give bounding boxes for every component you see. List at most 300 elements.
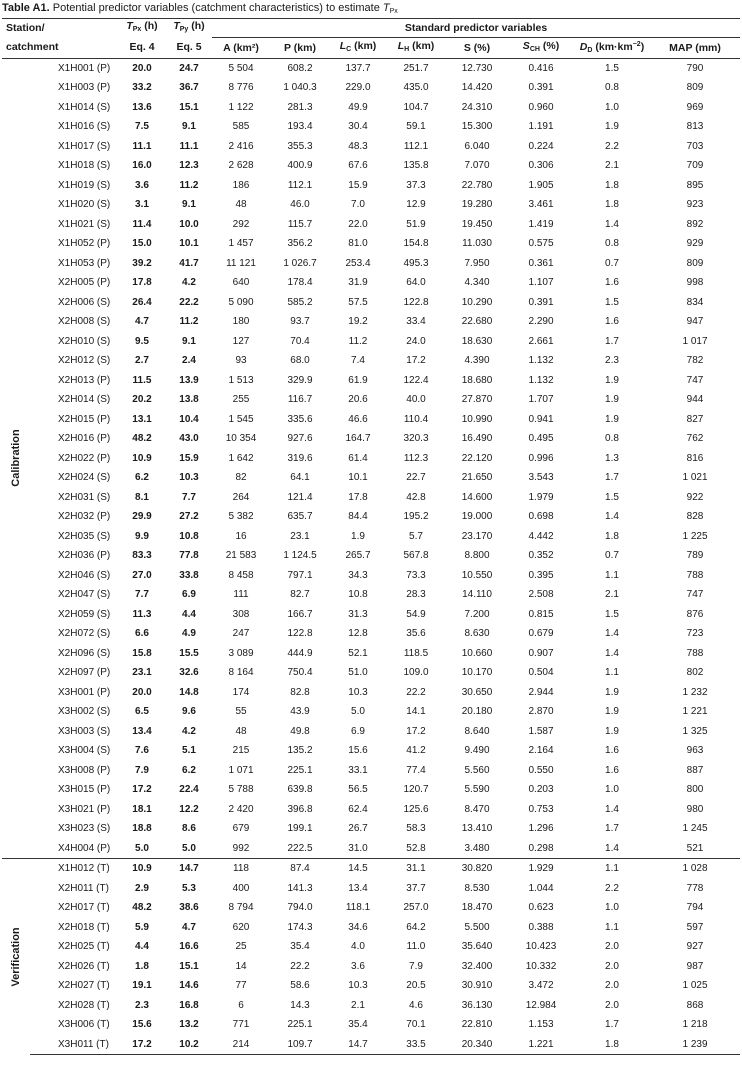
table-cell: 4.2: [182, 725, 196, 737]
table-cell: 0.306: [528, 160, 554, 172]
table-cell: 247: [232, 628, 250, 640]
table-cell: 1.0: [605, 784, 619, 796]
table-cell: 4.7: [135, 316, 149, 328]
table-cell: 12.9: [406, 199, 426, 211]
table-cell: 435.0: [403, 82, 429, 94]
table-cell: 1.1: [605, 569, 619, 581]
table-cell: 11.0: [406, 941, 426, 953]
table-cell: X2H018 (T): [58, 921, 110, 933]
table-cell: 0.495: [528, 433, 554, 445]
table-cell: X3H004 (S): [58, 745, 111, 757]
table-cell: 166.7: [287, 608, 313, 620]
table-cell: 5.9: [135, 921, 149, 933]
table-cell: 521: [686, 842, 704, 854]
table-row: [2, 800, 740, 820]
table-cell: 11.3: [132, 608, 152, 620]
table-cell: 797.1: [287, 569, 313, 581]
table-cell: 0.623: [528, 902, 554, 914]
table-row: [2, 566, 740, 586]
table-cell: 1 218: [682, 1019, 708, 1031]
table-cell: 15.0: [132, 238, 152, 250]
table-cell: 5.0: [351, 706, 365, 718]
table-cell: 1.5: [605, 491, 619, 503]
table-cell: 30.910: [461, 980, 493, 992]
table-cell: X1H014 (S): [58, 101, 111, 113]
table-cell: 225.1: [287, 1019, 313, 1031]
table-cell: 0.907: [528, 647, 554, 659]
table-cell: X2H014 (S): [58, 394, 111, 406]
table-cell: 23.1: [132, 667, 152, 679]
table-cell: 1.6: [605, 316, 619, 328]
table-cell: X2H032 (P): [58, 511, 111, 523]
lh-header-symbol: L: [397, 39, 405, 52]
table-cell: 20.2: [132, 394, 152, 406]
table-cell: 21.650: [461, 472, 493, 484]
table-cell: 1.8: [605, 179, 619, 191]
table-cell: 8 794: [228, 902, 254, 914]
table-cell: 922: [686, 491, 704, 503]
table-cell: 10.9: [132, 452, 152, 464]
table-row: [2, 137, 740, 157]
table-cell: 5.3: [182, 882, 196, 894]
sch-header-unit: (%): [539, 39, 560, 52]
table-cell: 122.4: [403, 374, 429, 386]
table-row: [2, 429, 740, 449]
table-cell: 2.3: [135, 999, 149, 1011]
table-cell: 2.1: [351, 999, 365, 1011]
table-cell: 1.5: [605, 296, 619, 308]
table-row: [2, 58, 740, 78]
table-cell: 1.905: [528, 179, 554, 191]
table-cell: 112.3: [403, 452, 429, 464]
table-cell: 2.9: [135, 882, 149, 894]
table-cell: 62.4: [348, 803, 368, 815]
table-cell: 9.6: [182, 706, 196, 718]
table-cell: 10.660: [461, 647, 493, 659]
table-cell: 35.6: [406, 628, 426, 640]
table-cell: 73.3: [406, 569, 426, 581]
table-cell: 111: [233, 589, 249, 601]
caption-symbol: T: [382, 2, 390, 14]
table-cell: 118: [212, 859, 270, 879]
table-cell: 987: [686, 960, 704, 972]
table-cell: 6.2: [135, 472, 149, 484]
table-cell: X1H020 (S): [58, 199, 111, 211]
table-row: [2, 390, 740, 410]
table-cell: 48.3: [348, 140, 368, 152]
table-cell: X1H053 (P): [58, 257, 111, 269]
table-cell: 174.3: [287, 921, 313, 933]
table-row: [2, 859, 740, 879]
table-cell: 8.530: [464, 882, 490, 894]
table-cell: 257.0: [403, 902, 429, 914]
station-header-line2: catchment: [2, 37, 118, 58]
table-cell: X2H097 (P): [58, 667, 111, 679]
table-cell: 48.2: [132, 433, 152, 445]
table-cell: 1.044: [528, 882, 554, 894]
table-cell: 887: [686, 764, 704, 776]
table-cell: 110.4: [403, 413, 429, 425]
perimeter-header: P (km): [270, 37, 330, 58]
table-cell: 11.2: [179, 316, 199, 328]
table-cell: 16.0: [132, 160, 152, 172]
table-cell: 23.170: [461, 530, 493, 542]
table-row: [2, 1015, 740, 1035]
table-cell: 14.6: [179, 980, 199, 992]
table-cell: 927.6: [287, 433, 313, 445]
table-cell: 762: [686, 433, 704, 445]
table-cell: 4.0: [351, 941, 365, 953]
table-cell: 253.4: [345, 257, 371, 269]
table-cell: 15.1: [179, 960, 199, 972]
table-cell: 64.1: [290, 472, 310, 484]
table-cell: 115.7: [287, 218, 313, 230]
table-cell: 22.680: [461, 316, 493, 328]
table-cell: 25: [235, 941, 247, 953]
table-cell: 10.0: [179, 218, 199, 230]
table-cell: 84.4: [348, 511, 368, 523]
table-cell: 1.132: [528, 374, 554, 386]
table-cell: 70.4: [290, 335, 310, 347]
table-cell: X2H017 (T): [58, 902, 110, 914]
table-cell: 9.5: [135, 335, 149, 347]
table-cell: 22.2: [179, 296, 199, 308]
table-cell: 2.870: [528, 706, 554, 718]
table-cell: 2.508: [528, 589, 554, 601]
table-cell: 0.388: [528, 921, 554, 933]
table-cell: 13.6: [132, 101, 152, 113]
table-cell: 747: [686, 374, 704, 386]
table-cell: 0.8: [605, 82, 619, 94]
map-header: MAP (mm): [650, 37, 740, 58]
table-cell: 794: [686, 902, 704, 914]
tpx-header-symbol: T: [126, 20, 133, 32]
table-cell: 67.6: [348, 160, 368, 172]
table-cell: 0.391: [528, 296, 554, 308]
table-cell: 800: [686, 784, 704, 796]
table-cell: 2.2: [605, 882, 619, 894]
table-cell: 1.6: [605, 277, 619, 289]
table-cell: 0.941: [528, 413, 554, 425]
table-cell: 1 122: [228, 101, 254, 113]
table-row: [2, 957, 740, 977]
table-cell: X1H019 (S): [58, 179, 111, 191]
table-row: [2, 996, 740, 1016]
table-row: [2, 741, 740, 761]
table-cell: 2.4: [182, 355, 196, 367]
table-cell: 0.391: [528, 82, 554, 94]
table-row: [2, 273, 740, 293]
table-cell: 11.2: [348, 335, 368, 347]
table-cell: 1.8: [574, 1035, 650, 1055]
table-cell: 10.990: [461, 413, 493, 425]
table-cell: 1 232: [682, 686, 708, 698]
table-cell: X3H015 (P): [58, 784, 111, 796]
table-cell: 61.4: [348, 452, 368, 464]
table-cell: 10.9: [118, 859, 166, 879]
group-label-calibration: Calibration: [10, 429, 22, 487]
table-cell: 3.1: [135, 199, 149, 211]
table-cell: 320.3: [403, 433, 429, 445]
table-cell: 20.0: [132, 686, 152, 698]
table-cell: 24.310: [461, 101, 493, 113]
predictor-table: [2, 18, 740, 1055]
table-cell: 400.9: [287, 160, 313, 172]
table-cell: 22.7: [406, 472, 426, 484]
table-cell: 4.442: [528, 530, 554, 542]
table-cell: 1.707: [528, 394, 554, 406]
table-cell: 868: [686, 999, 704, 1011]
table-cell: X1H018 (S): [58, 160, 111, 172]
table-cell: 38.6: [179, 902, 199, 914]
table-cell: 356.2: [287, 238, 313, 250]
table-cell: 1.4: [605, 647, 619, 659]
table-cell: 229.0: [345, 82, 371, 94]
table-cell: 892: [686, 218, 704, 230]
table-cell: 10.1: [179, 238, 199, 250]
table-cell: 13.410: [461, 823, 493, 835]
table-cell: 33.4: [406, 316, 426, 328]
lc-header-symbol: L: [339, 39, 347, 52]
table-cell: 5.0: [135, 842, 149, 854]
table-cell: X3H002 (S): [58, 706, 111, 718]
dd-header: [574, 37, 650, 58]
table-cell: 0.815: [528, 608, 554, 620]
table-cell: 5.590: [464, 784, 490, 796]
table-cell: 17.2: [406, 355, 426, 367]
table-cell: 51.0: [348, 667, 368, 679]
table-row: [2, 527, 740, 547]
table-cell: 750.4: [287, 667, 313, 679]
table-cell: 12.2: [179, 803, 199, 815]
table-cell: 2 628: [228, 160, 254, 172]
table-cell: 1.0: [605, 101, 619, 113]
table-cell: 15.9: [179, 452, 199, 464]
table-cell: 1.153: [528, 1019, 554, 1031]
table-cell: 10.332: [525, 960, 557, 972]
sch-header-symbol: S: [522, 39, 530, 52]
table-cell: 41.7: [179, 257, 199, 269]
table-cell: X2H016 (P): [58, 433, 111, 445]
table-cell: 13.8: [179, 394, 199, 406]
table-cell: 1.4: [605, 218, 619, 230]
table-cell: 5 504: [228, 62, 254, 74]
table-cell: X2H006 (S): [58, 296, 111, 308]
table-cell: X2H031 (S): [58, 491, 111, 503]
table-cell: 1 221: [682, 706, 708, 718]
table-row: [2, 585, 740, 605]
table-cell: 11.4: [132, 218, 152, 230]
table-cell: 0.698: [528, 511, 554, 523]
table-row: [2, 644, 740, 664]
table-cell: 12.8: [348, 628, 368, 640]
table-cell: 876: [686, 608, 704, 620]
table-cell: 104.7: [403, 101, 429, 113]
table-cell: 782: [686, 355, 704, 367]
table-cell: 255: [232, 394, 250, 406]
table-cell: 10.423: [525, 941, 557, 953]
table-cell: 10.3: [348, 686, 368, 698]
table-cell: 24.7: [179, 62, 199, 74]
table-cell: X2H047 (S): [58, 589, 111, 601]
table-cell: 1.4: [605, 511, 619, 523]
table-cell: 19.280: [461, 199, 493, 211]
table-cell: 58.3: [406, 823, 426, 835]
table-row: [2, 1035, 740, 1055]
table-cell: 64.2: [406, 921, 426, 933]
table-row: [2, 351, 740, 371]
lh-header-unit: (km): [409, 39, 435, 52]
table-cell: 4.390: [464, 355, 490, 367]
table-cell: 125.6: [403, 803, 429, 815]
group-label-verification: Verification: [10, 927, 22, 987]
table-cell: 7.200: [464, 608, 490, 620]
table-cell: 31.9: [348, 277, 368, 289]
table-cell: 82.7: [290, 589, 310, 601]
table-cell: 18.630: [461, 335, 493, 347]
lc-header: [330, 37, 386, 58]
table-cell: 0.416: [528, 62, 554, 74]
table-cell: 1.107: [528, 277, 554, 289]
table-row: [2, 819, 740, 839]
table-cell: 28.3: [406, 589, 426, 601]
table-cell: 9.1: [182, 335, 196, 347]
tpy-header-symbol: T: [173, 20, 180, 32]
table-cell: 980: [686, 803, 704, 815]
table-cell: 10.170: [461, 667, 493, 679]
table-cell: X2H024 (S): [58, 472, 111, 484]
table-cell: 20.6: [348, 394, 368, 406]
table-cell: X2H028 (T): [58, 999, 110, 1011]
table-cell: 10.3: [179, 472, 199, 484]
table-row: [2, 332, 740, 352]
table-row: [2, 507, 740, 527]
table-cell: 6.9: [182, 589, 196, 601]
table-cell: 37.7: [406, 882, 426, 894]
table-cell: 3.461: [528, 199, 554, 211]
table-cell: 1 026.7: [283, 257, 317, 269]
table-cell: 33.1: [348, 764, 368, 776]
table-cell: 81.0: [348, 238, 368, 250]
table-cell: 1 021: [682, 472, 708, 484]
table-cell: 82.8: [290, 686, 310, 698]
table-cell: 9.1: [182, 199, 196, 211]
table-cell: 7.5: [135, 121, 149, 133]
table-row: [2, 937, 740, 957]
table-cell: 57.5: [348, 296, 368, 308]
table-cell: 17.8: [132, 277, 152, 289]
table-cell: 5.500: [464, 921, 490, 933]
table-cell: X4H004 (P): [58, 842, 111, 854]
table-cell: 109.7: [270, 1035, 330, 1055]
table-cell: 70.1: [406, 1019, 426, 1031]
table-cell: 10.290: [461, 296, 493, 308]
tpx-header-sub: Px: [132, 26, 142, 33]
table-row: [2, 918, 740, 938]
table-cell: 3.6: [351, 960, 365, 972]
table-cell: 29.9: [132, 511, 152, 523]
tpy-header-unit: (h): [191, 20, 205, 32]
table-row: [2, 879, 740, 899]
table-cell: 17.2: [132, 784, 152, 796]
table-cell: 947: [686, 316, 704, 328]
table-cell: 1.1: [605, 921, 619, 933]
table-cell: 64.0: [406, 277, 426, 289]
table-cell: 1.4: [605, 803, 619, 815]
table-cell: X2H008 (S): [58, 316, 111, 328]
table-cell: 61.9: [348, 374, 368, 386]
table-cell: 1.9: [605, 121, 619, 133]
table-cell: 8.640: [464, 725, 490, 737]
table-cell: 14.3: [290, 999, 310, 1011]
table-cell: 87.4: [270, 859, 330, 879]
dd-header-unit: (km·km: [592, 40, 633, 53]
table-cell: 1 071: [228, 764, 254, 776]
table-cell: 1 040.3: [283, 82, 317, 94]
table-cell: 264: [232, 491, 250, 503]
table-cell: 33.8: [179, 569, 199, 581]
table-cell: 703: [686, 140, 704, 152]
table-cell: 813: [686, 121, 704, 133]
table-cell: 112.1: [287, 179, 313, 191]
table-cell: 20.5: [406, 980, 426, 992]
table-cell: 1.979: [528, 491, 554, 503]
table-cell: 4.4: [135, 941, 149, 953]
table-cell: 10 354: [225, 433, 257, 445]
table-cell: 1.8: [605, 199, 619, 211]
table-cell: 9.490: [464, 745, 490, 757]
table-cell: 1.419: [528, 218, 554, 230]
table-cell: 1 513: [228, 374, 254, 386]
table-cell: 319.6: [287, 452, 313, 464]
table-cell: 15.300: [461, 121, 493, 133]
table-cell: 400: [232, 882, 250, 894]
table-cell: 35.4: [290, 941, 310, 953]
table-cell: 5.7: [409, 530, 423, 542]
group-cell-calibration: [2, 58, 30, 859]
table-cell: 18.8: [132, 823, 152, 835]
table-cell: 31.1: [386, 859, 446, 879]
table-cell: X1H012 (T): [30, 859, 118, 879]
table-cell: 36.7: [179, 82, 199, 94]
table-cell: 27.2: [179, 511, 199, 523]
slope-header: S (%): [446, 37, 508, 58]
table-cell: X3H008 (P): [58, 764, 111, 776]
table-cell: 112.1: [403, 140, 429, 152]
table-cell: 46.6: [348, 413, 368, 425]
table-cell: 8.630: [464, 628, 490, 640]
table-cell: 1 025: [682, 980, 708, 992]
table-cell: 54.9: [406, 608, 426, 620]
table-cell: 778: [686, 882, 704, 894]
table-cell: 7.6: [135, 745, 149, 757]
table-cell: 1.9: [605, 413, 619, 425]
caption-text: Potential predictor variables (catchment characteristics) to estimate: [49, 2, 383, 14]
table-cell: 802: [686, 667, 704, 679]
table-cell: 3 089: [228, 647, 254, 659]
table-cell: 31.0: [348, 842, 368, 854]
table-cell: 22.810: [461, 1019, 493, 1031]
table-cell: 20.340: [446, 1035, 508, 1055]
table-cell: 7.9: [409, 960, 423, 972]
table-cell: 585: [232, 121, 250, 133]
table-cell: 122.8: [287, 628, 313, 640]
table-cell: 52.8: [406, 842, 426, 854]
table-cell: 14.7: [166, 859, 212, 879]
table-cell: 18.680: [461, 374, 493, 386]
table-cell: 12.3: [179, 160, 199, 172]
table-cell: 82: [235, 472, 247, 484]
